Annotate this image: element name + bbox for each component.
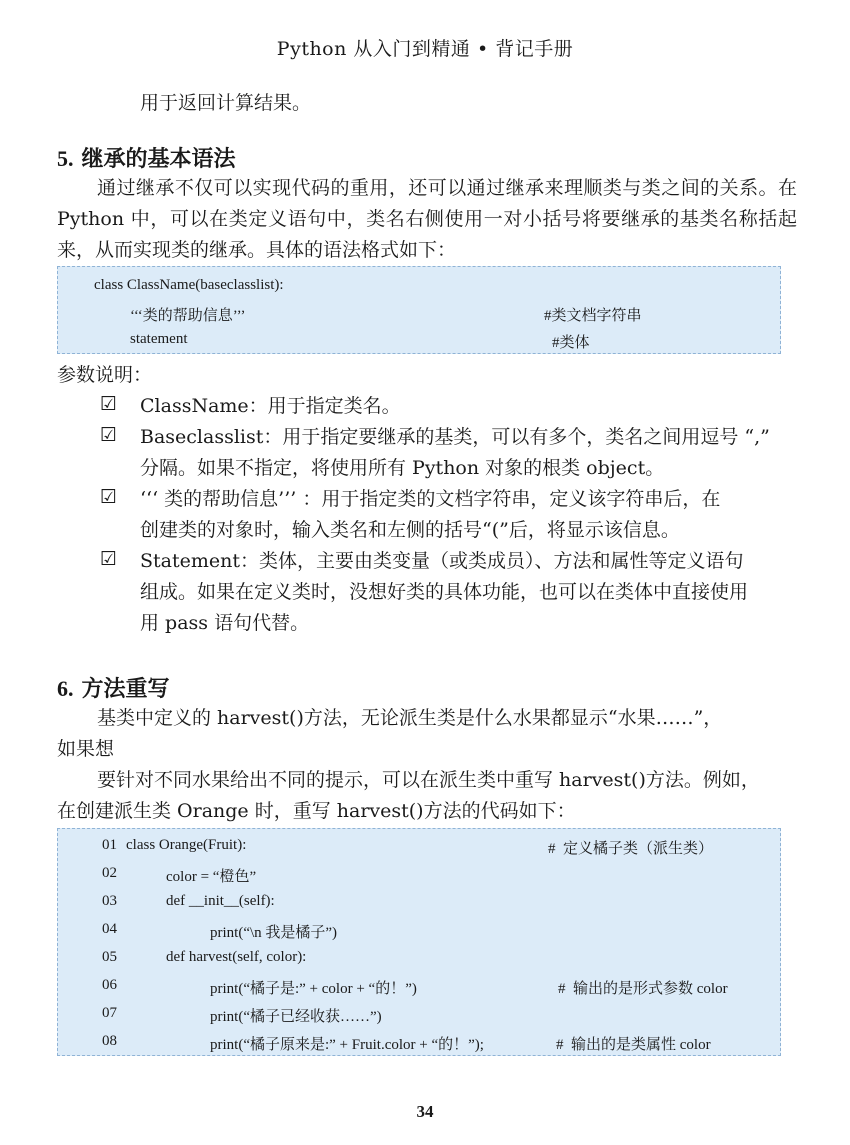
checkbox-icon: ☑ [100, 424, 118, 446]
section-6-title: 方法重写 [81, 677, 170, 702]
param-item-statement-cont: 组成。如果在定义类时，没想好类的具体功能，也可以在类体中直接使用 [140, 581, 749, 603]
param-item-statement-cont2: 用 pass 语句代替。 [140, 612, 310, 634]
intro-line: 用于返回计算结果。 [140, 92, 312, 114]
param-item-baseclasslist: Baseclasslist：用于指定要继承的基类，可以有多个，类名之间用逗号 “,” [140, 426, 770, 448]
code-line: class Orange(Fruit): [126, 837, 247, 853]
syntax-code-box [57, 266, 781, 354]
section-6-para1-line2: 如果想 [57, 738, 115, 760]
code-line-statement: statement [130, 331, 188, 347]
line-number: 05 [102, 949, 117, 965]
line-number: 07 [102, 1005, 117, 1021]
line-number: 03 [102, 893, 117, 909]
code-line: color = “橙色” [166, 869, 257, 885]
code-line-docstring: ‘‘‘类的帮助信息’’’ [130, 308, 246, 324]
line-number: 06 [102, 977, 117, 993]
line-number: 02 [102, 865, 117, 881]
code-line: print(“\n 我是橘子”) [210, 925, 338, 941]
line-number: 01 [102, 837, 117, 853]
param-item-docstring-cont: 创建类的对象时，输入类名和左侧的括号“(”后，将显示该信息。 [140, 519, 680, 541]
section-5-heading [57, 142, 236, 173]
code-comment: # 输出的是类属性 color [556, 1037, 711, 1053]
line-number: 08 [102, 1033, 117, 1049]
code-line: print(“橘子已经收获……”) [210, 1009, 382, 1025]
orange-code-box [57, 828, 781, 1056]
code-line: print(“橘子是:” + color + “的！”) [210, 981, 417, 997]
code-line: def __init__(self): [166, 893, 275, 909]
code-line: def harvest(self, color): [166, 949, 307, 965]
checkbox-icon: ☑ [100, 548, 118, 570]
line-number: 04 [102, 921, 117, 937]
page-number: 34 [416, 1102, 434, 1121]
param-item-docstring: ‘‘‘ 类的帮助信息’’’ ：用于指定类的文档字符串，定义该字符串后，在 [140, 488, 721, 510]
params-label: 参数说明： [57, 364, 153, 386]
code-comment: # 输出的是形式参数 color [558, 981, 728, 997]
code-comment-docstring: #类文档字符串 [544, 308, 642, 324]
param-item-statement: Statement：类体，主要由类变量（或类成员）、方法和属性等定义语句 [140, 550, 744, 572]
running-header: Python 从入门到精通 • 背记手册 [276, 38, 574, 60]
checkbox-icon: ☑ [100, 393, 118, 415]
section-5-title: 继承的基本语法 [81, 147, 236, 172]
param-item-classname: ClassName：用于指定类名。 [140, 395, 401, 417]
code-comment: # 定义橘子类（派生类） [548, 841, 714, 857]
section-6-para1-line1: 基类中定义的 harvest()方法，无论派生类是什么水果都显示“水果……”， [97, 707, 723, 729]
code-comment-statement: #类体 [552, 335, 590, 351]
section-6-para2-line1: 要针对不同水果给出不同的提示，可以在派生类中重写 harvest()方法。例如， [97, 769, 760, 791]
section-6-heading [57, 672, 170, 703]
section-5-number: 5. [57, 146, 74, 171]
section-6-number: 6. [57, 676, 74, 701]
section-5-paragraph: 通过继承不仅可以实现代码的重用，还可以通过继承来理顺类与类之间的关系。在 Python 中，可以在类定义语句中，类名右侧使用一对小括号将要继承的基类名称括起来，从而实现类的继承。具体的语法格式如下： [57, 177, 797, 261]
code-line-class-def: class ClassName(baseclasslist): [94, 277, 284, 293]
param-item-baseclasslist-cont: 分隔。如果不指定，将使用所有 Python 对象的根类 object。 [140, 457, 665, 479]
section-6-para2-line2: 在创建派生类 Orange 时，重写 harvest()方法的代码如下： [57, 800, 576, 822]
checkbox-icon: ☑ [100, 486, 118, 508]
code-line: print(“橘子原来是:” + Fruit.color + “的！”); [210, 1037, 484, 1053]
